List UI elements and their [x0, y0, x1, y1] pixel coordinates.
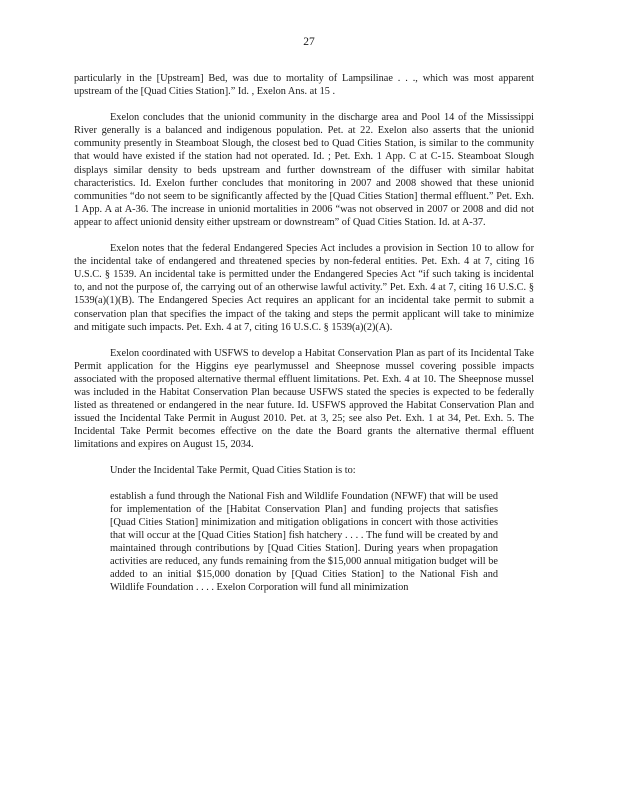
paragraph-continuation: particularly in the [Upstream] Bed, was due to mortality of Lampsilinae . . ., which was most apparent upstream of the [Quad Cities Station].” Id. , Exelon Ans. at 15 .: [74, 73, 534, 98]
paragraph-incidental-take-permit-intro: Under the Incidental Take Permit, Quad Cities Station is to:: [110, 465, 356, 477]
paragraph-exelon-concludes: Exelon concludes that the unionid community in the discharge area and Pool 14 of the Mississippi River generally is a balanced and indigenous population. Pet. at 22. Exelon also asserts that the unionid community presently in Steamboat Slough, the closest bed to Quad Cities Station, is similar to the community that would have existed if the station had not operated. Id. ; Pet. Exh. 1 App. C at C-15. Steamboat Slough displays similar density to beds upstream and further downstream of the diffuser with similar habitat characteristics. Id. Exelon further concludes that monitoring in 2007 and 2008 showed that these unionid communities “do not seem to be significantly affected by the [Quad Cities Station] thermal effluent.” Pet. Exh. 1 App. A at A-36. The increase in unionid mortalities in 2006 “was not observed in 2007 or 2008 and did not appear to affect unionid density either upstream or downstream” of Quad Cities Station. Id. at A-37.: [74, 112, 534, 228]
block-quote: establish a fund through the National Fish and Wildlife Foundation (NFWF) that will be used for implementation of the [Habitat Conservation Plan] and funding projects that satisfies [Quad Cities Station] minimization and mitigation obligations in concert with those activities that will occur at the [Quad Cities Station] fish hatchery . . . . The fund will be created by and maintained through contributions by [Quad Cities Station]. During years when propagation activities are reduced, any funds remaining from the $15,000 annual mitigation budget will be added to an initial $15,000 donation by [Quad Cities Station] to the National Fish and Wildlife Foundation . . . . Exelon Corporation will fund all minimization: [110, 490, 498, 594]
paragraph-habitat-conservation-plan: Exelon coordinated with USFWS to develop a Habitat Conservation Plan as part of its Incidental Take Permit application for the Higgins eye pearlymussel and Sheepnose mussel covering possible impacts associated with the proposed alternative thermal effluent limitations. Pet. Exh. 4 at 10. The Sheepnose mussel was included in the Habitat Conservation Plan because USFWS stated the species is expected to be federally listed as threatened or endangered in the near future. Id. USFWS approved the Habitat Conservation Plan and issued the Incidental Take Permit in August 2010. Pet. at 3, 25; see also Pet. Exh. 1 at 34, Pet. Exh. 5. The Incidental Take Permit becomes effective on the date the Board grants the alternative thermal effluent limitations and expires on August 15, 2034.: [74, 347, 534, 451]
document-body: [74, 72, 534, 594]
page-number: 27: [303, 36, 315, 48]
paragraph-endangered-species-act: Exelon notes that the federal Endangered Species Act includes a provision in Section 10 to allow for the incidental take of endangered and threatened species by non-federal entities. Pet. Exh. 4 at 7, citing 16 U.S.C. § 1539. An incidental take is permitted under the Endangered Species Act “if such taking is incidental to, and not the purpose of, the carrying out of an otherwise lawful activity.” Pet. Exh. 4 at 7, citing 16 U.S.C. § 1539(a)(1)(B). The Endangered Species Act requires an applicant for an incidental take permit to submit a conservation plan that specifies the impact of the taking and steps the permit applicant will take to minimize and mitigate such impacts. Pet. Exh. 4 at 7, citing 16 U.S.C. § 1539(a)(2)(A).: [74, 243, 534, 333]
